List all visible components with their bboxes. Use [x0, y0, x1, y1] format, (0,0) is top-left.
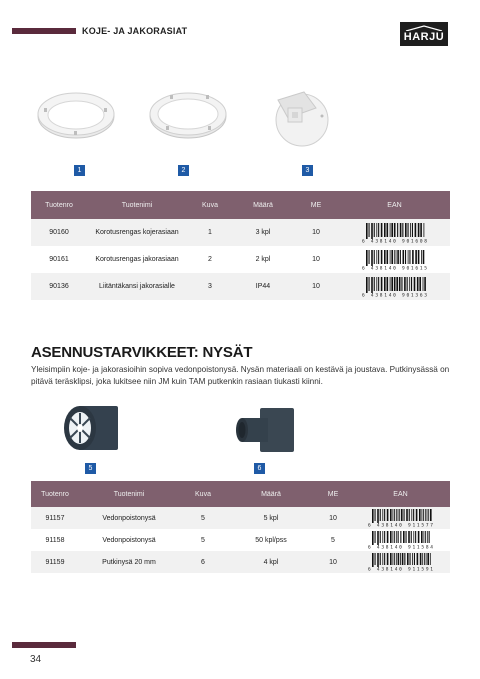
section-heading: ASENNUSTARVIKKEET: NYSÄT: [31, 344, 253, 361]
image-ref: 2: [187, 246, 233, 273]
section-description: Yleisimpiin koje- ja jakorasioihin sopiva vedonpoistonysä. Nysän materiaali on kestävä ja joustava. Putkinysässä on pitävä teräsklipsi, joka lukitsee niin JM kuin TAM putkenkin rasiaan tiukasti kiinni.: [31, 365, 450, 386]
image-number-badge: 2: [178, 165, 189, 176]
package-unit: 10: [293, 246, 339, 273]
barcode-icon: [362, 250, 428, 270]
ean-barcode: [351, 507, 450, 529]
package-unit: 10: [315, 507, 351, 529]
product-name: Korotusrengas jakorasiaan: [87, 246, 187, 273]
barcode-icon: [362, 223, 428, 243]
column-header: Tuotenimi: [87, 191, 187, 219]
image-ref: 6: [179, 551, 227, 573]
package-unit: 10: [293, 273, 339, 300]
table-row: [31, 529, 450, 551]
table-row: [31, 507, 450, 529]
svg-text:6 438140 911577: 6 438140 911577: [367, 523, 433, 527]
svg-text:6 438140 901615: 6 438140 901615: [361, 266, 427, 270]
image-number-badge: 5: [85, 463, 96, 474]
product-name: Vedonpoistonysä: [79, 529, 179, 551]
table-row: [31, 246, 450, 273]
product-name: Vedonpoistonysä: [79, 507, 179, 529]
ean-barcode: [351, 551, 450, 573]
mounting-ring-icon: [34, 86, 118, 142]
barcode-icon: [368, 553, 434, 571]
column-header: Määrä: [227, 481, 315, 507]
connection-cover-icon: [264, 86, 336, 148]
image-ref: 1: [187, 219, 233, 246]
quantity: 5 kpl: [227, 507, 315, 529]
product-name: Putkinysä 20 mm: [79, 551, 179, 573]
harju-logo: [400, 22, 448, 46]
table-header-row: [31, 481, 450, 507]
section-title: KOJE- JA JAKORASIAT: [82, 26, 188, 36]
image-number-badge: 3: [302, 165, 313, 176]
pipe-nipple-icon: [230, 404, 300, 458]
image-ref: 3: [187, 273, 233, 300]
logo-text: HARJU: [403, 31, 445, 43]
table-header-row: [31, 191, 450, 219]
image-ref: 5: [179, 529, 227, 551]
strain-relief-nipple-icon: [60, 400, 122, 458]
package-unit: 10: [315, 551, 351, 573]
column-header: Tuotenro: [31, 191, 87, 219]
column-header: EAN: [339, 191, 450, 219]
header-accent-bar: [12, 28, 76, 34]
image-ref: 5: [179, 507, 227, 529]
ean-barcode: [339, 273, 450, 300]
column-header: ME: [293, 191, 339, 219]
quantity: IP44: [233, 273, 293, 300]
product-table-2: [31, 481, 450, 573]
product-number: 90160: [31, 219, 87, 246]
package-unit: 10: [293, 219, 339, 246]
column-header: Määrä: [233, 191, 293, 219]
product-number: 91158: [31, 529, 79, 551]
package-unit: 5: [315, 529, 351, 551]
quantity: 2 kpl: [233, 246, 293, 273]
product-number: 91157: [31, 507, 79, 529]
page-number: 34: [30, 654, 42, 665]
column-header: ME: [315, 481, 351, 507]
column-header: Kuva: [179, 481, 227, 507]
ean-barcode: [339, 219, 450, 246]
quantity: 50 kpl/pss: [227, 529, 315, 551]
svg-text:6 438140 901608: 6 438140 901608: [361, 239, 427, 243]
product-table-1: [31, 191, 450, 300]
image-number-badge: 6: [254, 463, 265, 474]
product-number: 91159: [31, 551, 79, 573]
column-header: Kuva: [187, 191, 233, 219]
table-row: [31, 551, 450, 573]
product-name: Liitäntäkansi jakorasialle: [87, 273, 187, 300]
column-header: Tuotenimi: [79, 481, 179, 507]
footer-accent-bar: [12, 642, 76, 648]
table-row: [31, 219, 450, 246]
barcode-icon: [368, 531, 434, 549]
ean-barcode: [351, 529, 450, 551]
product-number: 90161: [31, 246, 87, 273]
svg-text:6 438140 911584: 6 438140 911584: [367, 545, 433, 549]
mounting-ring-icon: [146, 86, 230, 142]
ean-barcode: [339, 246, 450, 273]
svg-text:6 438140 901363: 6 438140 901363: [361, 293, 427, 297]
column-header: EAN: [351, 481, 450, 507]
product-name: Korotusrengas kojerasiaan: [87, 219, 187, 246]
product-number: 90136: [31, 273, 87, 300]
image-number-badge: 1: [74, 165, 85, 176]
barcode-icon: [368, 509, 434, 527]
svg-text:6 438140 911591: 6 438140 911591: [367, 567, 433, 571]
barcode-icon: [362, 277, 428, 297]
column-header: Tuotenro: [31, 481, 79, 507]
quantity: 4 kpl: [227, 551, 315, 573]
quantity: 3 kpl: [233, 219, 293, 246]
table-row: [31, 273, 450, 300]
